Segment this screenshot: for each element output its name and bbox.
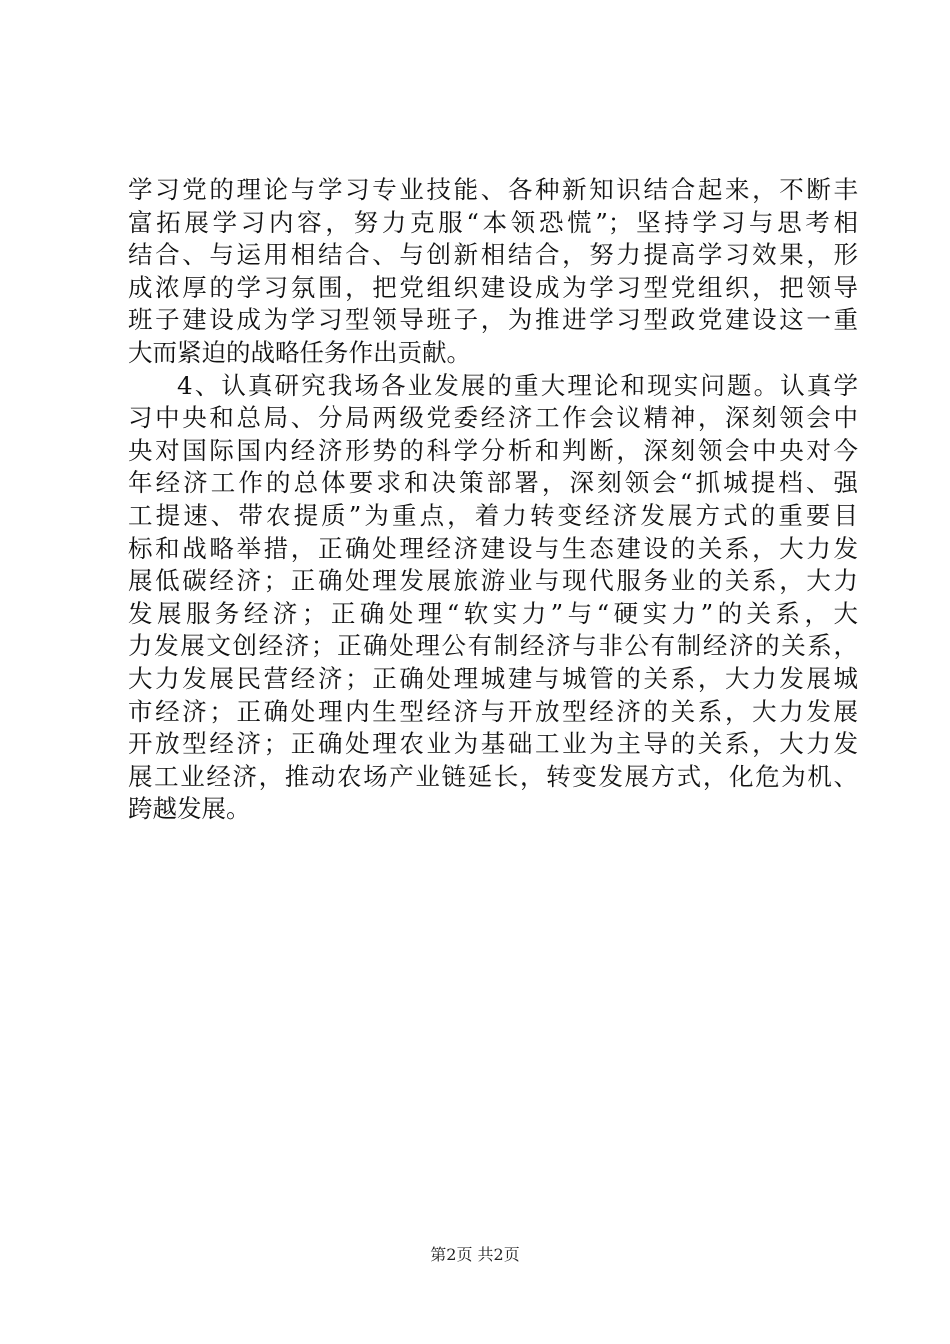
- text-line: 力发展文创经济；正确处理公有制经济与非公有制经济的关系，: [128, 631, 858, 661]
- text-line: 结合、与运用相结合、与创新相结合，努力提高学习效果，形: [128, 240, 858, 270]
- text-line: 大力发展民营经济；正确处理城建与城管的关系，大力发展城: [128, 663, 858, 693]
- text-line: 展低碳经济；正确处理发展旅游业与现代服务业的关系，大力: [128, 566, 858, 596]
- text-line: 富拓展学习内容，努力克服“本领恐慌”；坚持学习与思考相: [128, 207, 858, 237]
- text-line: 年经济工作的总体要求和决策部署，深刻领会“抓城提档、强: [128, 468, 858, 498]
- text-line: 展工业经济，推动农场产业链延长，转变发展方式，化危为机、: [128, 761, 858, 791]
- text-line: 开放型经济；正确处理农业为基础工业为主导的关系，大力发: [128, 729, 858, 759]
- text-line: 成浓厚的学习氛围，把党组织建设成为学习型党组织，把领导: [128, 272, 858, 302]
- text-line: 习中央和总局、分局两级党委经济工作会议精神，深刻领会中: [128, 403, 858, 433]
- text-line: 班子建设成为学习型领导班子，为推进学习型政党建设这一重: [128, 305, 858, 335]
- document-body: [128, 174, 858, 826]
- text-line: 发展服务经济；正确处理“软实力”与“硬实力”的关系，大: [128, 598, 858, 628]
- text-line: 跨越发展。: [128, 794, 251, 824]
- text-line: 市经济；正确处理内生型经济与开放型经济的关系，大力发展: [128, 696, 858, 726]
- text-line: 学习党的理论与学习专业技能、各种新知识结合起来，不断丰: [128, 175, 858, 204]
- text-line: 大而紧迫的战略任务作出贡献。: [128, 337, 471, 367]
- paragraph-start-line: 4、认真研究我场各业发展的重大理论和现实问题。认真学: [177, 370, 858, 400]
- text-line: 央对国际国内经济形势的科学分析和判断，深刻领会中央对今: [128, 435, 858, 465]
- text-line: 标和战略举措，正确处理经济建设与生态建设的关系，大力发: [128, 533, 858, 563]
- page-footer: 第2页 共2页: [430, 1245, 520, 1264]
- text-line: 工提速、带农提质”为重点，着力转变经济发展方式的重要目: [128, 500, 858, 530]
